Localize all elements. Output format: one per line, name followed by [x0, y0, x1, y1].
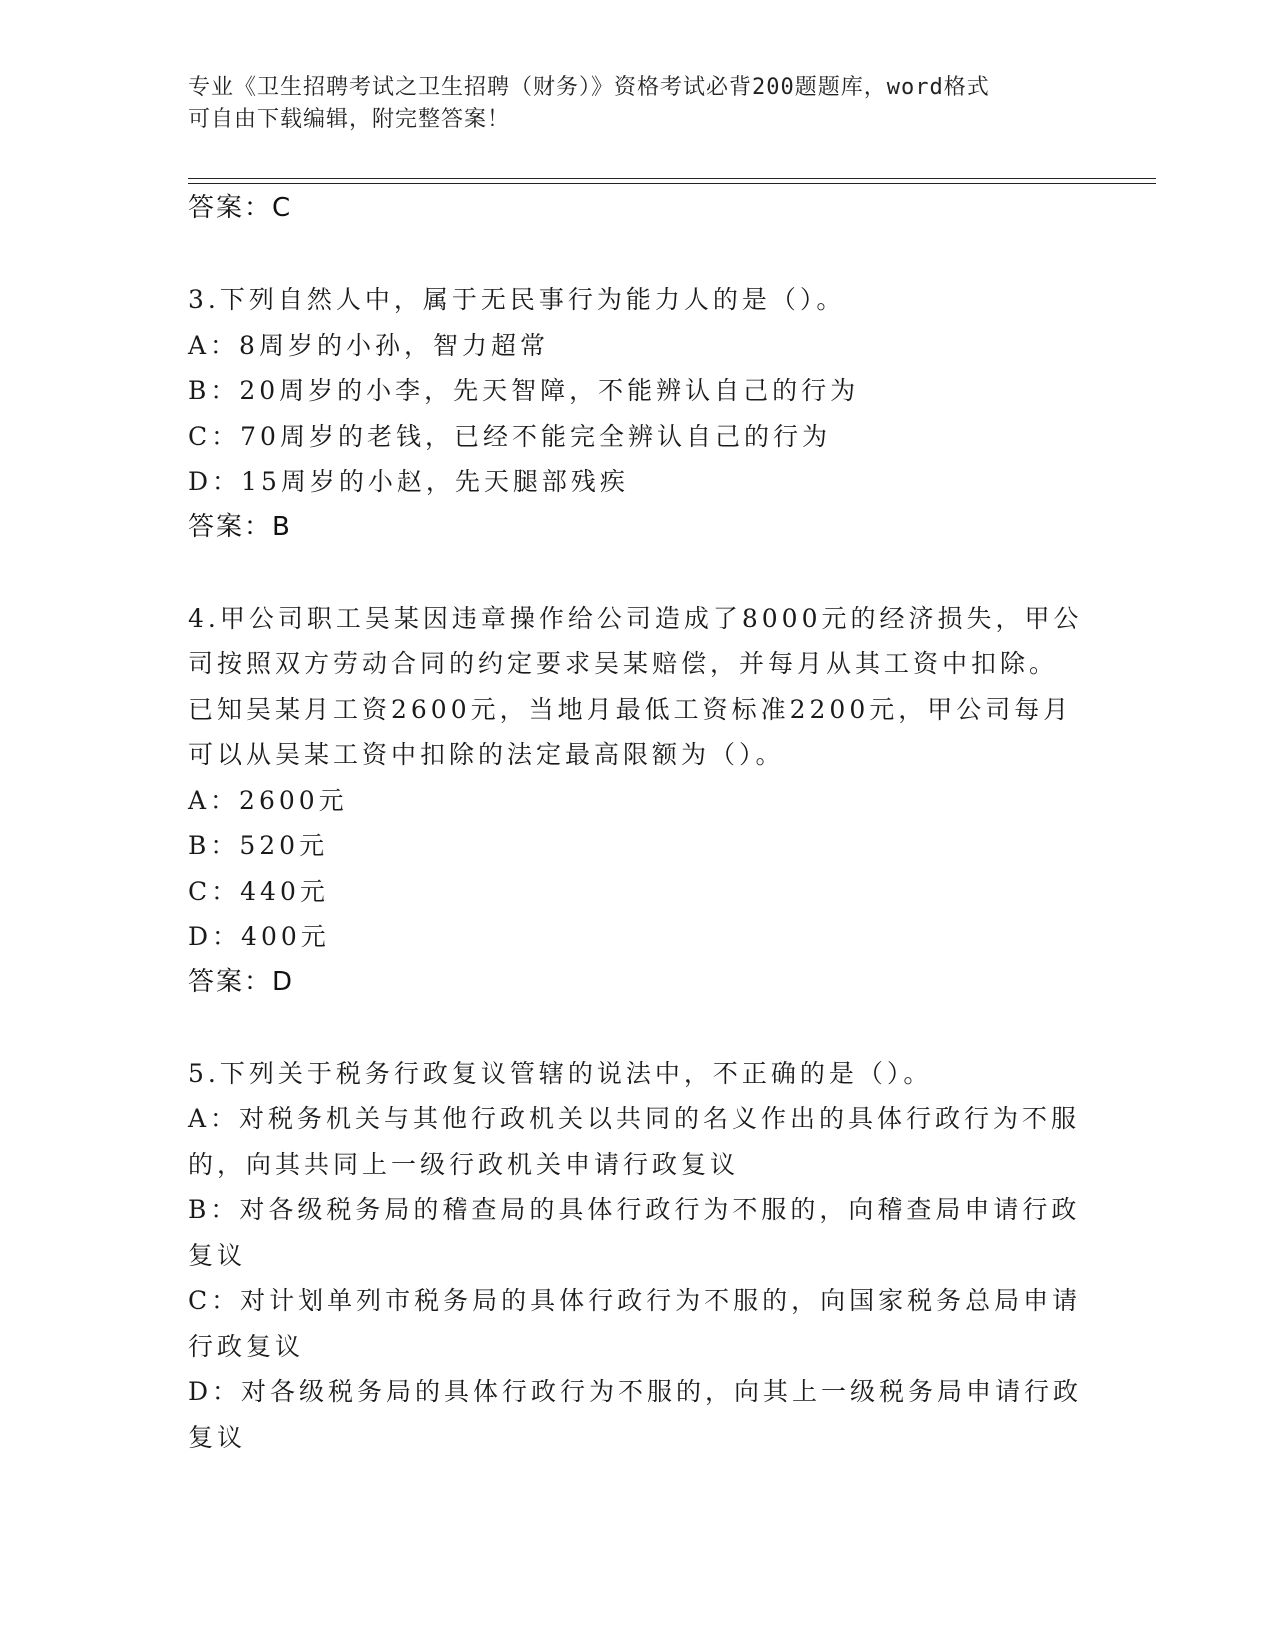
answer-value: D: [272, 966, 294, 997]
header-rule-bottom: [188, 183, 1156, 184]
option-line: 行政复议: [188, 1331, 305, 1361]
answer-line: [188, 960, 1088, 1006]
question-stem-line: 司按照双方劳动合同的约定要求吴某赔偿，并每月从其工资中扣除。: [188, 649, 1059, 678]
answer-line: [188, 505, 1088, 551]
answer-value: C: [272, 193, 292, 223]
option-line: B：20周岁的小李，先天智障，不能辨认自己的行为: [188, 376, 860, 405]
option-line: D：对各级税务局的具体行政行为不服的，向其上一级税务局申请行政: [188, 1377, 1083, 1406]
option-line: A：8周岁的小孙，智力超常: [188, 330, 549, 360]
answer-line: [188, 186, 1088, 232]
answer-label: 答案：: [188, 511, 273, 542]
option-line: 的，向其共同上一级行政机关申请行政复议: [188, 1149, 740, 1179]
option-line: 复议: [188, 1240, 247, 1270]
option-line: B：520元: [188, 831, 329, 860]
option-line: C：对计划单列市税务局的具体行政行为不服的，向国家税务总局申请: [188, 1286, 1082, 1315]
option-line: C：440元: [188, 876, 329, 906]
question-stem-line: 已知吴某月工资2600元，当地月最低工资标准2200元，甲公司每月: [188, 694, 1073, 724]
header-rule-top: [188, 178, 1156, 179]
header-line-1: 专业《卫生招聘考试之卫生招聘（财务）》资格考试必背200题题库，word格式: [188, 75, 990, 100]
question-stem-line: 5.下列关于税务行政复议管辖的说法中，不正确的是（）。: [188, 1058, 933, 1088]
question-block: [188, 1051, 1088, 1461]
option-line: 复议: [188, 1422, 247, 1452]
question-stem-line: 3.下列自然人中，属于无民事行为能力人的是（）。: [188, 285, 846, 314]
document-header: [188, 72, 1068, 136]
option-line: B：对各级税务局的稽查局的具体行政行为不服的，向稽查局申请行政: [188, 1195, 1081, 1224]
question-block: [188, 277, 1088, 550]
answer-label: 答案：: [188, 966, 273, 997]
spacer: [188, 1005, 1088, 1051]
header-line-2: 可自由下载编辑，附完整答案！: [188, 107, 511, 132]
answer-label: 答案：: [188, 193, 273, 223]
option-line: A：2600元: [188, 785, 348, 815]
option-line: C：70周岁的老钱，已经不能完全辨认自己的行为: [188, 421, 831, 451]
question-block: [188, 596, 1088, 1006]
answer-value: B: [272, 511, 291, 542]
spacer: [188, 232, 1088, 278]
question-list: [188, 186, 1088, 1460]
spacer: [188, 550, 1088, 596]
option-line: D：15周岁的小赵，先天腿部残疾: [188, 467, 629, 496]
question-stem-line: 可以从吴某工资中扣除的法定最高限额为（）。: [188, 740, 785, 769]
option-line: D：400元: [188, 922, 330, 951]
question-stem-line: 4.甲公司职工吴某因违章操作给公司造成了8000元的经济损失，甲公: [188, 603, 1083, 633]
option-line: A：对税务机关与其他行政机关以共同的名义作出的具体行政行为不服: [188, 1104, 1081, 1133]
